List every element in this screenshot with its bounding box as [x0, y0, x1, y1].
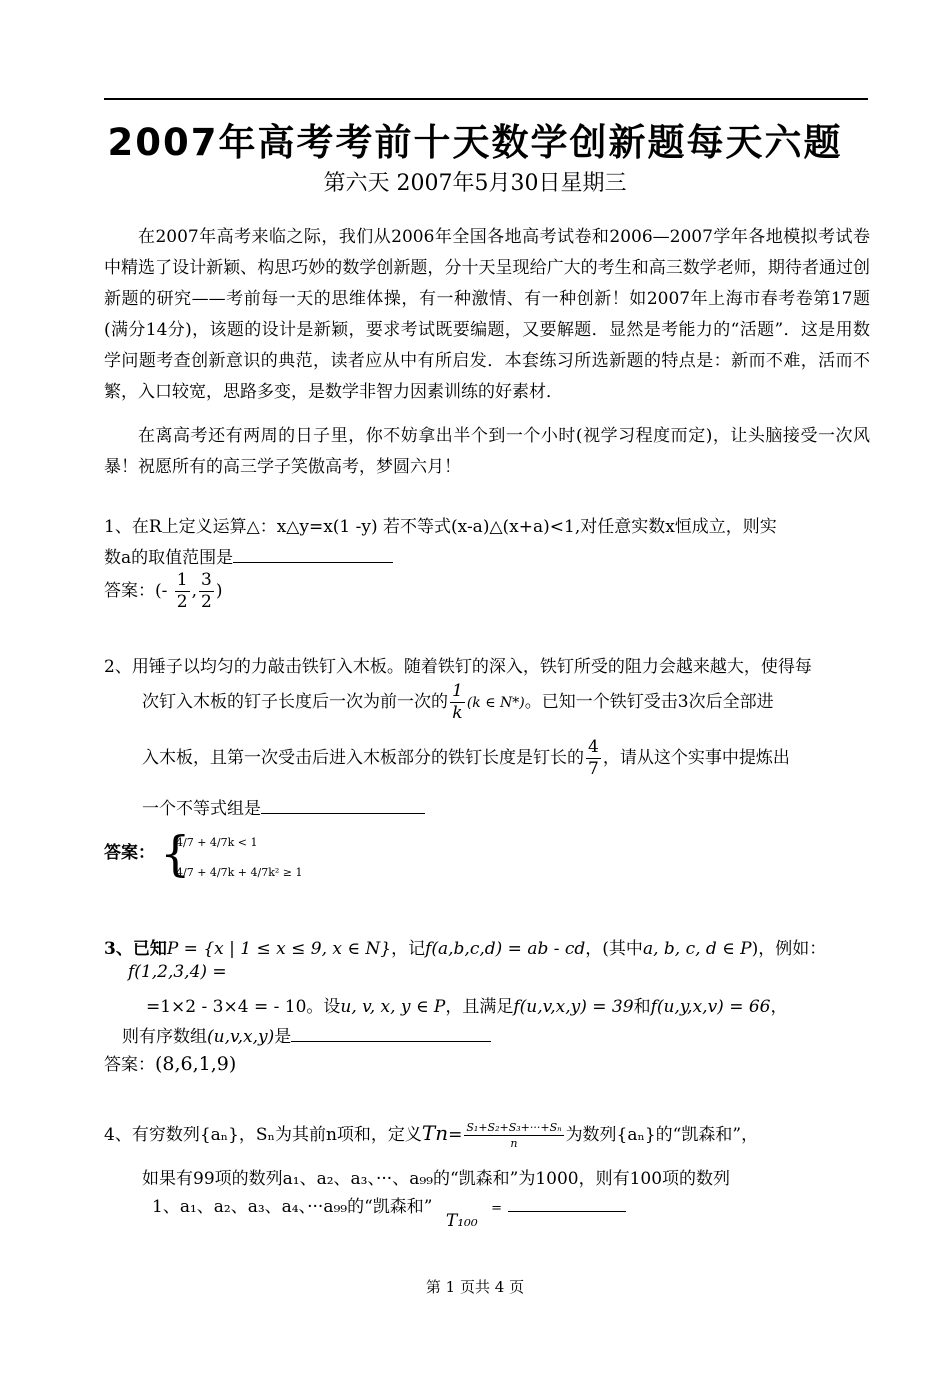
- q3-vars: u, v, x, y ∈ P: [340, 997, 446, 1017]
- q3-cond: a, b, c, d ∈ P: [642, 939, 752, 959]
- intro-paragraph-1: 在2007年高考来临之际，我们从2006年全国各地高考试卷和2006—2007学年各地模拟考试卷中精选了设计新颖、构思巧妙的数学创新题，分十天呈现给广大的考生和高三数学老师，期待者通过创新题的研究——考前每一天的思维体操，有一种激情、有一种创新！如2007年上海市春考卷第17题(满分14分)，该题的设计是新颖，要求考试既要编题，又要解题．显然是考能力的“活题”．这是用数学问题考查创新意识的典范，读者应从中有所启发．本套练习所选新题的特点是：新而不难，活而不繁，入口较宽，思路多变，是数学非智力因素训练的好素材．: [104, 227, 870, 402]
- q3-line-4: [122, 1022, 491, 1047]
- q3-line-3a: =1×2 - 3×4 = - 10: [146, 997, 307, 1017]
- q2-system-2: 4/7 + 4/7k + 4/7k² ≥ 1: [176, 866, 303, 879]
- q2-line-2c: 。已知一个铁钉受击3次后全部进: [524, 692, 774, 712]
- q1-frac-2-den: 2: [201, 592, 212, 612]
- q2-line-3b: ，请从这个实事中提炼出: [602, 748, 790, 768]
- q4-line-1b: 为数列{aₙ}的“凯森和”，: [565, 1125, 759, 1145]
- q3-line-1b: ，记: [391, 939, 426, 959]
- page-title: 2007年高考考前十天数学创新题每天六题: [107, 121, 843, 164]
- q4-line-3: [152, 1192, 626, 1231]
- q2-line-1: 2、用锤子以均匀的力敲击铁钉入木板。随着铁钉的深入，铁钉所受的阻力会越来越大，使得每: [104, 657, 812, 677]
- q3-answer: [104, 1050, 236, 1075]
- q1-ans-sep: ,: [191, 581, 198, 601]
- q4-line-1a: 4、有穷数列{aₙ}，Sₙ为其前n项和，定义: [104, 1125, 422, 1145]
- q3-line-1d: )，例如：: [751, 939, 827, 959]
- q2-frac2-num: 4: [588, 737, 599, 757]
- q3-line-2: f(1,2,3,4) =: [128, 962, 227, 982]
- q3-line-3c: ，且满足: [445, 997, 514, 1017]
- q2-line-4: [142, 794, 425, 819]
- q1-frac-1-num: 1: [176, 570, 188, 590]
- q2-line-4-text: 一个不等式组是: [142, 799, 261, 819]
- q4-line-1: [104, 1120, 758, 1149]
- q2-frac-num: 1: [452, 681, 463, 701]
- q4-answer-blank: [508, 1193, 626, 1212]
- q4-line-3-text: 1、a₁、a₂、a₃、a₄、···a₉₉的“凯森和”: [152, 1197, 433, 1217]
- q3-line-1c: ，(其中: [585, 939, 643, 959]
- q3-tuple: (u,v,x,y): [207, 1027, 275, 1047]
- q2-frac-den: k: [450, 702, 465, 722]
- page-footer: 第 1 页共 4 页: [425, 1278, 525, 1296]
- q1-answer: [104, 572, 223, 611]
- q3-line-4a: 则有序数组: [122, 1027, 207, 1047]
- q4-eq: =: [448, 1125, 463, 1145]
- q2-answer: [104, 838, 155, 863]
- q2-line-2b: (k ∈ N*): [466, 695, 525, 711]
- q3-line-1: [104, 934, 826, 959]
- q4-frac: [464, 1122, 563, 1149]
- q1-line-2: [104, 543, 393, 568]
- q3-line-3b: 。设: [306, 997, 341, 1017]
- q1-answer-label: 答案：: [104, 581, 155, 601]
- top-rule: [104, 98, 868, 100]
- q4-line-2: 如果有99项的数列a₁、a₂、a₃、···、a₉₉的“凯森和”为1000，则有100项的数列: [142, 1169, 731, 1189]
- q3-answer-value: (8,6,1,9): [155, 1053, 237, 1075]
- q3-answer-blank: [291, 1023, 491, 1042]
- q3-line-3: [146, 992, 788, 1017]
- q1-line-1: 1、在R上定义运算△：x△y=x(1 -y) 若不等式(x-a)△(x+a)<1,对任意实数x恒成立，则实: [104, 517, 777, 537]
- q2-system-1: 4/7 + 4/7k < 1: [176, 836, 258, 849]
- q3-line-1a: 3、已知: [104, 939, 167, 959]
- q3-fdef: f(a,b,c,d) = ab - cd: [425, 939, 586, 959]
- q3-eq2: f(u,y,x,v) = 66: [650, 997, 771, 1017]
- q1-frac-1-den: 2: [176, 592, 188, 612]
- q1-line-2-text: 数a的取值范围是: [104, 548, 234, 568]
- q2-brace: {: [160, 826, 191, 882]
- q1-answer-blank: [233, 544, 393, 563]
- q3-line-3e: ，: [770, 997, 788, 1017]
- q4-frac-num: S₁+S₂+S₃+···+Sₙ: [466, 1121, 562, 1134]
- q4-T100: T₁₀₀: [445, 1211, 478, 1231]
- q2-line-2: [142, 683, 774, 722]
- q1-frac-1: [175, 572, 190, 611]
- q2-line-3a: 入木板，且第一次受击后进入木板部分的铁钉长度是钉长的: [142, 748, 584, 768]
- q3-answer-label: 答案：: [104, 1055, 155, 1075]
- q3-line-3d: 和: [633, 997, 651, 1017]
- q1-ans-open: (-: [155, 581, 168, 601]
- q1-ans-close: ): [215, 581, 223, 601]
- q4-eq2: =: [491, 1201, 502, 1216]
- q4-T: Tn: [421, 1121, 449, 1145]
- q2-frac2-den: 7: [588, 759, 599, 779]
- q1-frac-2: [199, 572, 214, 611]
- q2-frac-1k: [450, 683, 465, 722]
- q2-line-2a: 次钉入木板的钉子长度后一次为前一次的: [142, 692, 448, 712]
- q1-frac-2-num: 3: [201, 570, 212, 590]
- page-subtitle: 第六天 2007年5月30日星期三: [323, 171, 627, 196]
- q3-set: P = {x | 1 ≤ x ≤ 9, x ∈ N}: [166, 939, 392, 959]
- intro-paragraph-2: 在离高考还有两周的日子里，你不妨拿出半个到一个小时(视学习程度而定)，让头脑接受一次风暴！祝愿所有的高三学子笑傲高考，梦圆六月！: [104, 426, 870, 477]
- q3-eq1: f(u,v,x,y) = 39: [513, 997, 634, 1017]
- q3-line-4b: 是: [274, 1027, 292, 1047]
- q2-answer-blank: [261, 795, 425, 814]
- q4-frac-den: n: [464, 1135, 563, 1149]
- q2-answer-label: 答案：: [104, 843, 155, 863]
- q2-line-3: [142, 739, 790, 778]
- q2-frac-47: [586, 739, 601, 778]
